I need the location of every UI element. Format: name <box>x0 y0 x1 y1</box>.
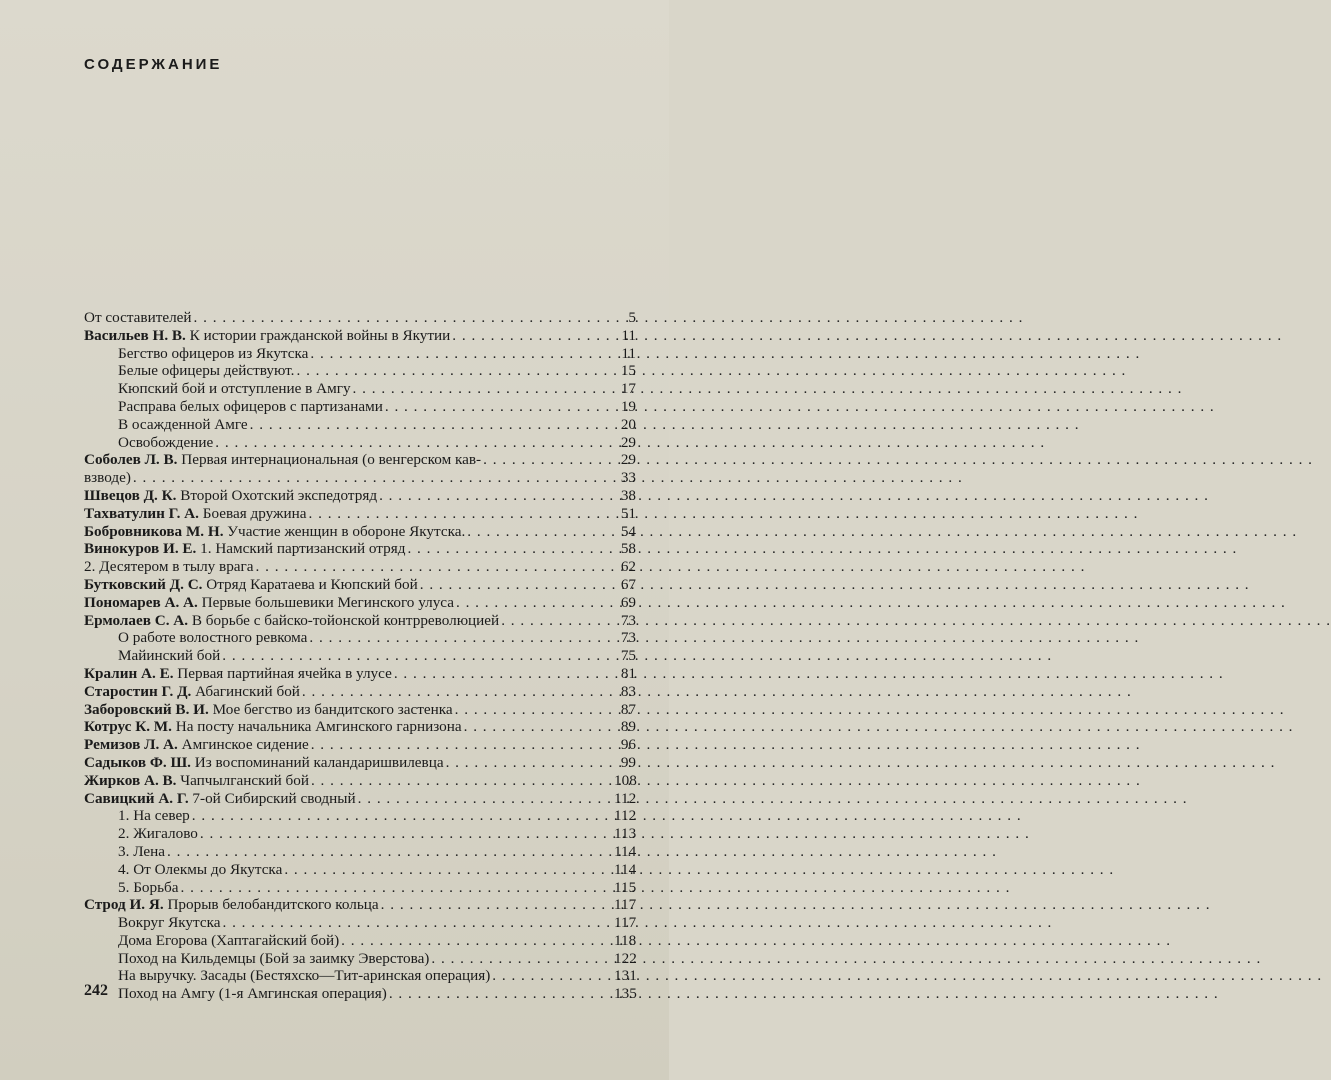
dot-leader <box>379 896 614 914</box>
toc-entry <box>84 861 636 879</box>
toc-entry-text <box>84 540 405 558</box>
toc-entry-author: Жирков А. В. <box>84 771 177 789</box>
toc-entry <box>84 505 636 523</box>
toc-entry-text <box>118 914 220 932</box>
toc-entry-text <box>84 790 356 808</box>
toc-entry <box>84 576 636 594</box>
toc-entry-author: Старостин Г. Д. <box>84 682 192 700</box>
toc-entry-text <box>118 932 339 950</box>
toc-entry-page: 99 <box>620 753 636 771</box>
toc-entry <box>84 558 636 576</box>
toc-entry-text <box>118 647 220 665</box>
dot-leader <box>309 772 614 790</box>
toc-entry-title: Абагинский бой <box>195 682 300 700</box>
toc-entry <box>84 843 636 861</box>
dot-leader <box>454 594 614 612</box>
toc-entry-author: Бутковский Д. С. <box>84 575 203 593</box>
dot-leader <box>307 629 614 647</box>
toc-entry-title: О работе волостного ревкома <box>118 629 308 647</box>
dot-leader <box>248 416 614 434</box>
toc-entry-page: 17 <box>620 380 636 398</box>
toc-entry-title: 5. Борьба <box>118 878 179 896</box>
dot-leader <box>444 754 614 772</box>
toc-entry-page: 58 <box>620 540 636 558</box>
toc-entry-text <box>84 558 254 576</box>
dot-leader <box>213 434 614 452</box>
toc-entry-text <box>84 736 309 754</box>
dot-leader <box>308 345 614 363</box>
dot-leader <box>190 807 614 825</box>
toc-entry <box>84 309 636 327</box>
toc-entry <box>84 985 636 1003</box>
toc-entry-title: В осажденной Амге <box>118 415 248 433</box>
dot-leader <box>307 505 615 523</box>
toc-entry-author: Ремизов Л. А. <box>84 736 178 754</box>
toc-entry-title: Из воспоминаний каландаришвилевца <box>194 753 444 771</box>
dot-leader <box>351 380 614 398</box>
toc-entry-text <box>118 825 198 843</box>
toc-entry-page: 11 <box>621 344 636 362</box>
toc-entry-page: 87 <box>620 700 636 718</box>
toc-entry-author: Тахватулин Г. А. <box>84 504 199 522</box>
toc-entry <box>84 469 636 487</box>
toc-entry-text <box>118 967 490 985</box>
toc-entry-text <box>84 896 379 914</box>
toc-entry-author: Кралин А. Е. <box>84 664 174 682</box>
toc-entry-title: Прорыв белобандитского кольца <box>167 896 379 914</box>
toc-entry-title: 2. Жигалово <box>118 825 198 843</box>
toc-entry-page: 122 <box>614 949 637 967</box>
dot-leader <box>405 540 614 558</box>
toc-entry-page: 51 <box>620 504 636 522</box>
toc-entry-page: 54 <box>620 522 636 540</box>
toc-entry-title: Первая партийная ячейка в улусе <box>177 664 392 682</box>
toc-entry-title: Дома Егорова (Хаптагайский бой) <box>118 931 340 949</box>
toc-entry-title: На выручку. Засады (Бестяхско—Тит-аринская операция) <box>118 967 491 985</box>
dot-leader <box>309 736 614 754</box>
dot-leader <box>294 362 614 380</box>
dot-leader <box>450 327 614 345</box>
toc-entry-text <box>84 327 450 345</box>
toc-entry <box>84 451 636 469</box>
toc-entry-page: 117 <box>614 896 637 914</box>
dot-leader <box>392 665 614 683</box>
toc-entry-title: К истории гражданской войны в Якутии <box>189 326 451 344</box>
toc-entry-text <box>84 683 300 701</box>
toc-entry-text <box>84 523 465 541</box>
dot-leader <box>282 861 614 879</box>
toc-entry-text <box>118 434 213 452</box>
toc-entry-author: Строд И. Я. <box>84 896 164 914</box>
toc-entry-title: 2. Десятером в тылу врага <box>84 558 254 576</box>
toc-entry <box>84 914 636 932</box>
toc-entry-title: Кюпский бой и отступление в Амгу <box>118 380 351 398</box>
toc-entry <box>84 487 636 505</box>
toc-entry-text <box>118 345 308 363</box>
dot-leader <box>220 914 614 932</box>
toc-entry-text <box>84 754 444 772</box>
toc-entry-title: взводе) <box>84 469 131 487</box>
toc-entry-page: 83 <box>620 682 636 700</box>
toc-entry-text <box>118 879 179 897</box>
toc-entry-text <box>118 985 387 1003</box>
toc-entry <box>84 416 636 434</box>
toc-entry-page: 89 <box>620 718 636 736</box>
toc-entry-author: Ермолаев С. А. <box>84 611 189 629</box>
dot-leader <box>499 612 614 630</box>
dot-leader <box>383 398 614 416</box>
dot-leader <box>254 558 614 576</box>
toc-entry-page: 114 <box>614 860 637 878</box>
toc-entry-page: 38 <box>620 486 636 504</box>
toc-entry-text <box>118 861 282 879</box>
toc-entry-page: 115 <box>614 878 637 896</box>
dot-leader <box>300 683 614 701</box>
toc-entry-page: 75 <box>620 647 636 665</box>
toc-entry-page: 19 <box>620 397 636 415</box>
dot-leader <box>465 523 614 541</box>
toc-entry-page: 113 <box>614 825 637 843</box>
dot-leader <box>418 576 614 594</box>
toc-entry-title: Майинский бой <box>118 647 221 665</box>
toc-entry <box>84 932 636 950</box>
toc-entry-page: 114 <box>614 842 637 860</box>
toc-entry-page: 62 <box>620 558 636 576</box>
toc-entry-author: Котрус К. М. <box>84 718 172 736</box>
toc-entry-page: 96 <box>620 736 636 754</box>
toc-entry-text <box>84 469 131 487</box>
toc-entry-page: 118 <box>614 931 637 949</box>
toc-entry-text <box>118 629 307 647</box>
toc-entry-page: 29 <box>620 433 636 451</box>
dot-leader <box>453 701 614 719</box>
page-heading: СОДЕРЖАНИЕ <box>84 56 223 73</box>
toc-entry-title: Поход на Амгу (1-я Амгинская операция) <box>118 985 387 1003</box>
toc-entry-author: Соболев Л. В. <box>84 451 178 469</box>
page-number: 242 <box>84 982 108 999</box>
toc-entry-text <box>84 612 499 630</box>
toc-entry-page: 135 <box>614 985 637 1003</box>
toc-entry-page: 15 <box>620 362 636 380</box>
dot-leader <box>462 718 614 736</box>
toc-entry-text <box>84 505 307 523</box>
toc-entry-title: Белые офицеры действуют. <box>118 362 295 380</box>
dot-leader <box>339 932 614 950</box>
toc-entry <box>84 540 636 558</box>
toc-entry-text <box>84 487 377 505</box>
toc-entry <box>84 701 636 719</box>
dot-leader <box>131 469 614 487</box>
toc-entry-page: 81 <box>620 664 636 682</box>
toc-entry-page: 29 <box>620 451 636 469</box>
toc-entry <box>84 825 636 843</box>
toc-entry-page: 69 <box>620 593 636 611</box>
toc-entry-text <box>118 843 165 861</box>
dot-leader <box>429 950 614 968</box>
toc-entry-text <box>84 309 192 327</box>
toc-entry-page: 67 <box>620 575 636 593</box>
toc-entry-title: Вокруг Якутска <box>118 914 221 932</box>
toc-entry-title: Участие женщин в обороне Якутска. <box>227 522 466 540</box>
toc-entry-page: 131 <box>614 967 637 985</box>
toc-entry-title: 1. На север <box>118 807 190 825</box>
toc-entry <box>84 434 636 452</box>
toc-entry-text <box>118 380 351 398</box>
toc-entry-title: Освобождение <box>118 433 214 451</box>
toc-entry <box>84 807 636 825</box>
toc-entry-title: Первая интернациональная (о венгерском кав- <box>181 451 482 469</box>
dot-leader <box>481 451 614 469</box>
toc-entry <box>84 362 636 380</box>
toc-entry-author: Заборовский В. И. <box>84 700 209 718</box>
toc-entry-page: 117 <box>614 914 637 932</box>
toc-entry-title: Поход на Кильдемцы (Бой за заимку Эверстова) <box>118 949 430 967</box>
toc-entry-page: 73 <box>620 611 636 629</box>
toc-entry-title: Чапчылганский бой <box>180 771 309 789</box>
toc-entry-author: Савицкий А. Г. <box>84 789 189 807</box>
toc-entry-author: Швецов Д. К. <box>84 486 177 504</box>
toc-entry-page: 33 <box>620 469 636 487</box>
dot-leader <box>198 825 614 843</box>
toc-entry <box>84 718 636 736</box>
toc-entry-title: Мое бегство из бандитского застенка <box>212 700 453 718</box>
toc-entry-text <box>84 701 453 719</box>
toc-entry <box>84 647 636 665</box>
toc-entry-title: Амгинское сидение <box>181 736 309 754</box>
toc-entry-text <box>118 416 248 434</box>
toc-entry-text <box>84 576 418 594</box>
toc-entry <box>84 398 636 416</box>
toc-entry <box>84 380 636 398</box>
toc-entry-title: 7-ой Сибирский сводный <box>192 789 356 807</box>
toc-entry-author: Пономарев А. А. <box>84 593 198 611</box>
toc-entry-page: 20 <box>620 415 636 433</box>
table-of-contents <box>84 309 636 1003</box>
toc-entry-title: 4. От Олекмы до Якутска <box>118 860 283 878</box>
toc-entry-title: На посту начальника Амгинского гарнизона <box>175 718 462 736</box>
toc-entry-author: Бобровникова М. Н. <box>84 522 224 540</box>
toc-entry <box>84 683 636 701</box>
toc-entry-page: 112 <box>614 807 637 825</box>
dot-leader <box>356 790 614 808</box>
toc-entry-text <box>118 398 383 416</box>
toc-entry-page: 11 <box>621 326 636 344</box>
toc-entry <box>84 345 636 363</box>
toc-entry <box>84 790 636 808</box>
dot-leader <box>377 487 614 505</box>
dot-leader <box>192 309 614 327</box>
toc-entry-title: Отряд Каратаева и Кюпский бой <box>206 575 418 593</box>
toc-entry-author: Садыков Ф. Ш. <box>84 753 191 771</box>
toc-entry <box>84 772 636 790</box>
toc-entry-text <box>118 362 294 380</box>
toc-entry-title: Расправа белых офицеров с партизанами <box>118 397 383 415</box>
toc-entry-author: Винокуров И. Е. <box>84 540 197 558</box>
toc-entry-text <box>84 772 309 790</box>
toc-entry-text <box>84 451 481 469</box>
toc-entry <box>84 665 636 683</box>
toc-entry <box>84 950 636 968</box>
toc-entry-text <box>84 665 392 683</box>
toc-entry-title: 1. Намский партизанский отряд <box>200 540 406 558</box>
toc-entry <box>84 896 636 914</box>
toc-entry <box>84 612 636 630</box>
toc-entry <box>84 879 636 897</box>
toc-entry-text <box>84 594 454 612</box>
toc-entry <box>84 327 636 345</box>
toc-entry <box>84 594 636 612</box>
toc-entry-page: 5 <box>628 309 636 326</box>
toc-entry-text <box>118 807 190 825</box>
toc-entry <box>84 736 636 754</box>
toc-entry-title: В борьбе с байско-тойонской контрреволюцией <box>191 611 500 629</box>
toc-entry-text <box>118 950 429 968</box>
toc-entry-title: Боевая дружина <box>202 504 307 522</box>
dot-leader <box>387 985 614 1003</box>
dot-leader <box>220 647 614 665</box>
toc-entry-title: От составителей <box>84 309 192 326</box>
toc-entry-title: Первые большевики Мегинского улуса <box>201 593 454 611</box>
toc-entry <box>84 754 636 772</box>
toc-entry <box>84 523 636 541</box>
toc-entry <box>84 629 636 647</box>
dot-leader <box>179 879 615 897</box>
toc-entry-page: 73 <box>620 629 636 647</box>
toc-entry-title: Бегство офицеров из Якутска <box>118 344 309 362</box>
toc-entry-title: Второй Охотский экспедотряд <box>180 486 378 504</box>
toc-entry-page: 108 <box>614 771 637 789</box>
toc-entry-page: 112 <box>614 789 637 807</box>
dot-leader <box>165 843 614 861</box>
dot-leader <box>490 967 614 985</box>
toc-entry-text <box>84 718 462 736</box>
toc-entry-author: Васильев Н. В. <box>84 326 186 344</box>
toc-entry <box>84 967 636 985</box>
toc-entry-title: 3. Лена <box>118 842 165 860</box>
